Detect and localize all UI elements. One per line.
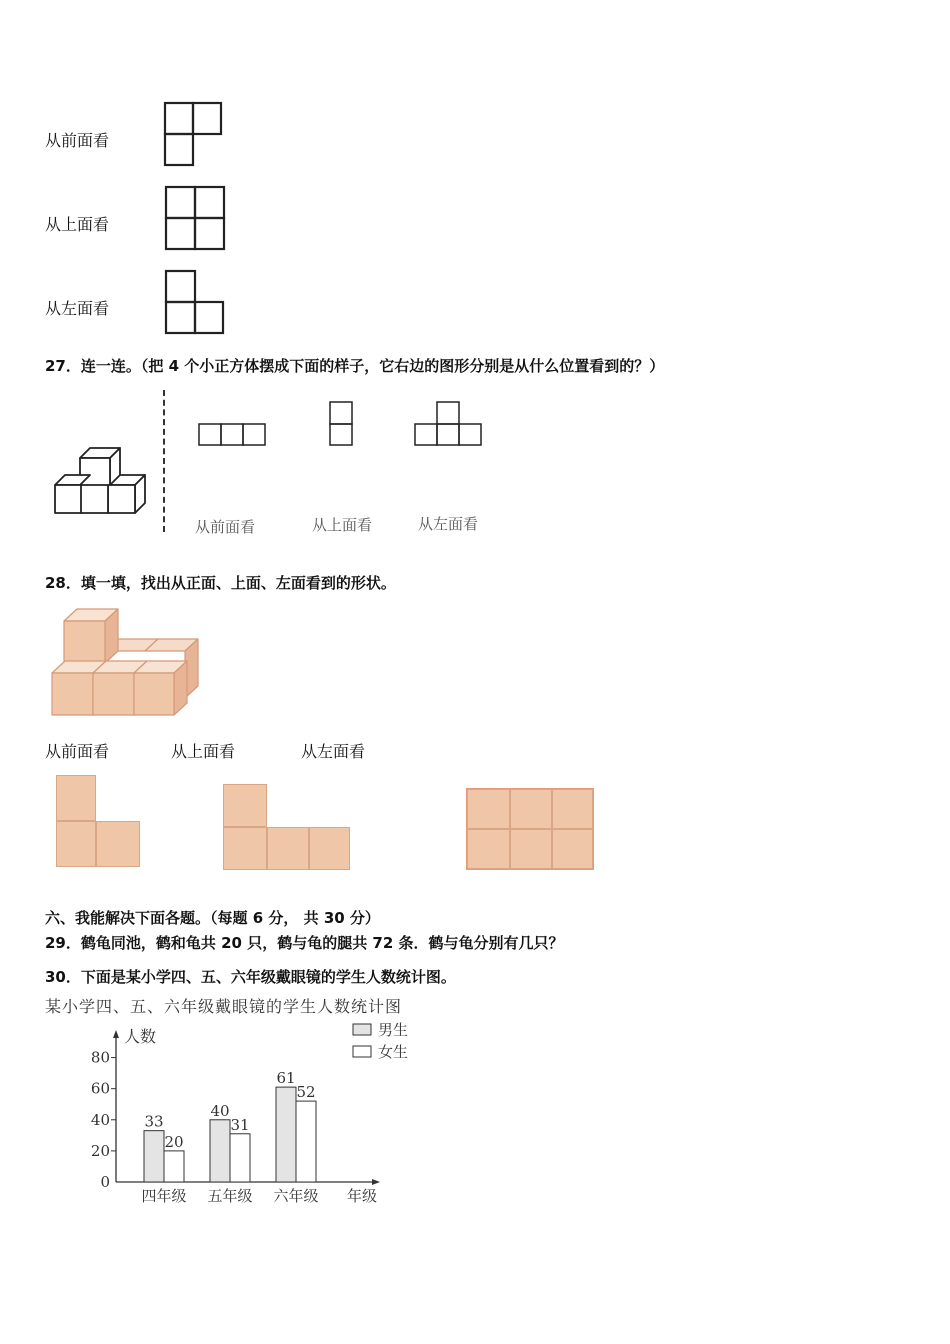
y-tick-label: 80 — [90, 1048, 110, 1067]
bar-girls — [230, 1134, 250, 1182]
q28-cube-stack-figure — [50, 606, 205, 718]
q28-answer-shape-2 — [223, 784, 351, 870]
q28-left-label: 从左面看 — [301, 742, 366, 761]
legend-swatch — [353, 1046, 371, 1057]
bar-chart — [40, 1020, 410, 1210]
q27-title: 27．连一连。（把 4 个小正方体摆成下面的样子，它右边的图形分别是从什么位置看到的？） — [45, 357, 665, 375]
q27-option-figure-1 — [197, 422, 267, 448]
y-tick-label: 60 — [90, 1079, 110, 1098]
x-tick-label: 四年级 — [141, 1187, 187, 1205]
y-tick-label: 20 — [90, 1141, 110, 1160]
q29-text: 29．鹤龟同池，鹤和龟共 20 只，鹤与龟的腿共 72 条．鹤与龟分别有几只？ — [45, 934, 564, 952]
q27-front-label: 从前面看 — [195, 518, 256, 536]
q27-dashed-divider — [163, 390, 165, 532]
bar-value-label: 20 — [164, 1132, 184, 1151]
q27-left-label: 从左面看 — [418, 515, 479, 533]
q27-option-figure-2 — [328, 400, 354, 448]
q26-front-label: 从前面看 — [45, 131, 110, 150]
bar-value-label: 40 — [210, 1101, 230, 1120]
q28-answer-shape-3 — [466, 788, 594, 870]
legend-label: 女生 — [378, 1043, 409, 1061]
y-axis-label: 人数 — [124, 1027, 157, 1046]
x-axis-arrow — [372, 1179, 380, 1185]
y-axis-arrow — [113, 1030, 119, 1038]
x-tick-label: 六年级 — [273, 1187, 319, 1205]
q27-top-label: 从上面看 — [312, 516, 373, 534]
y-tick-label: 40 — [90, 1110, 110, 1129]
section-6-heading: 六、我能解决下面各题。（每题 6 分， 共 30 分） — [45, 909, 380, 927]
bar-girls — [296, 1101, 316, 1182]
bar-value-label: 31 — [230, 1115, 250, 1134]
q28-top-label: 从上面看 — [171, 742, 236, 761]
bar-value-label: 52 — [296, 1083, 316, 1102]
bar-boys — [210, 1120, 230, 1182]
q26-top-label: 从上面看 — [45, 215, 110, 234]
q30-text: 30．下面是某小学四、五、六年级戴眼镜的学生人数统计图。 — [45, 968, 456, 986]
y-tick-label: 0 — [100, 1173, 110, 1191]
legend-swatch — [353, 1024, 371, 1035]
x-tick-label: 五年级 — [207, 1187, 253, 1205]
q28-answer-shape-1 — [56, 775, 142, 867]
legend-label: 男生 — [378, 1021, 409, 1039]
bar-boys — [276, 1087, 296, 1182]
q27-option-figure-3 — [413, 400, 483, 448]
bar-boys — [144, 1131, 164, 1182]
q28-front-label: 从前面看 — [45, 742, 110, 761]
x-axis-label: 年级 — [346, 1187, 378, 1205]
q26-front-view-figure — [162, 100, 226, 168]
bar-girls — [164, 1151, 184, 1182]
q26-left-label: 从左面看 — [45, 299, 110, 318]
chart-title: 某小学四、五、六年级戴眼镜的学生人数统计图 — [45, 997, 403, 1016]
bar-value-label: 33 — [144, 1112, 164, 1131]
q28-title: 28．填一填，找出从正面、上面、左面看到的形状。 — [45, 574, 396, 592]
q27-cube-stack-figure — [50, 440, 152, 520]
bar-value-label: 61 — [276, 1069, 296, 1088]
q26-left-view-figure — [162, 268, 228, 336]
q26-top-view-figure — [162, 184, 228, 252]
